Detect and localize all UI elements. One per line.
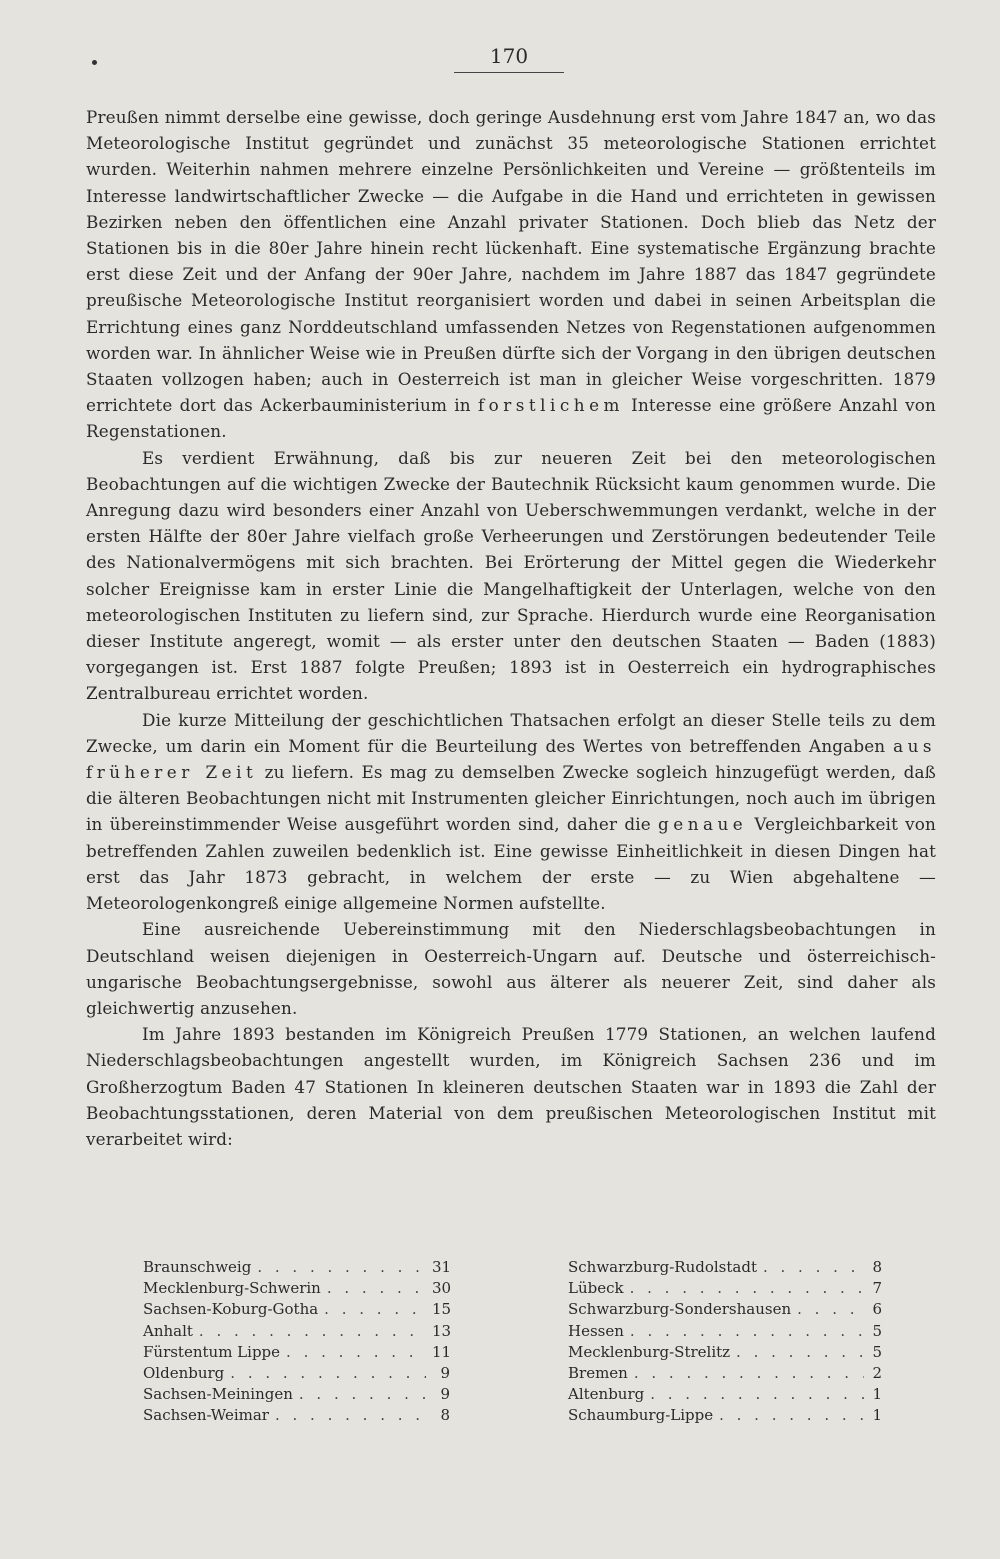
text-segment: Im Jahre 1893 bestanden im Königreich Preußen 1779 Stationen, an welchen laufend Niederschlagsbeobachtungen angestellt wurden, im Königreich Sachsen 236 und im Großherzogtum Baden 47 Stationen In kleineren deutschen Staaten war in 1893 die Zahl der Beobachtungsstationen, deren Material von dem preußischen Meteorologischen Institut mit verarbeitet wird: [86, 1024, 936, 1149]
station-name: Bremen [568, 1364, 628, 1383]
station-row [143, 1257, 450, 1278]
station-count: 9 [440, 1385, 450, 1404]
station-count: 31 [432, 1258, 452, 1276]
dot-leader [299, 1384, 426, 1405]
station-name: Anhalt [143, 1321, 193, 1340]
paragraph [86, 1021, 936, 1152]
paragraph [86, 916, 936, 1021]
dot-leader [797, 1299, 864, 1320]
text-segment: Interesse eine größere Anzahl von Regenstationen. [86, 395, 936, 442]
dot-leader [257, 1257, 426, 1278]
paragraph [86, 707, 936, 917]
station-count: 15 [432, 1300, 452, 1319]
dot-leader [230, 1363, 426, 1384]
emphasized-text: aus früherer Zeit [86, 735, 936, 783]
text-segment: Eine ausreichende Uebereinstimmung mit den Niederschlagsbeobachtungen in Deutschland weisen diejenigen in Oesterreich-Ungarn auf. Deutsche und österreichisch-ungarische Beobachtungsergebnisse, sowohl aus älterer als neuerer Zeit, sind daher als gleichwertig anzusehen. [86, 919, 936, 1018]
station-row [568, 1257, 882, 1278]
station-row [568, 1363, 882, 1384]
station-row [143, 1299, 450, 1320]
station-count: 1 [872, 1385, 882, 1404]
dot-leader [630, 1278, 864, 1299]
page-number: 170 [454, 44, 564, 73]
station-count: 2 [872, 1364, 882, 1383]
station-count: 8 [440, 1406, 450, 1425]
stations-table-left [143, 1257, 450, 1427]
station-row [568, 1299, 882, 1320]
dot-leader [199, 1321, 426, 1342]
emphasized-text: forstlichem [477, 395, 624, 416]
paragraph [86, 104, 936, 445]
dot-leader [275, 1405, 426, 1426]
station-row [143, 1405, 450, 1426]
station-name: Sachsen-Weimar [143, 1406, 269, 1425]
station-row [143, 1342, 450, 1363]
station-name: Oldenburg [143, 1364, 225, 1383]
stations-table-right [568, 1257, 882, 1427]
station-name: Fürstentum Lippe [143, 1342, 281, 1361]
text-segment: zu liefern. Es mag zu demselben Zwecke sogleich hinzugefügt werden, daß die älteren Beobachtungen nicht mit Instrumenten gleicher Einrichtungen, noch auch im übrigen in übereinstimmender Weise ausgeführt worden sind, daher die [86, 762, 936, 835]
dot-leader [324, 1299, 426, 1320]
dot-leader [630, 1321, 864, 1342]
dot-leader [719, 1405, 864, 1426]
dot-leader [327, 1278, 426, 1299]
station-count: 11 [432, 1342, 452, 1361]
station-row [568, 1321, 882, 1342]
station-name: Schwarzburg-Rudolstadt [568, 1258, 757, 1276]
dot-leader [286, 1342, 426, 1363]
station-count: 9 [440, 1364, 450, 1383]
text-segment: Preußen nimmt derselbe eine gewisse, doch geringe Ausdehnung erst vom Jahre 1847 an, wo das Meteorologische Institut gegründet und zunächst 35 meteorologische Stationen errichtet wurden. Weiterhin nahmen mehrere einzelne Persönlichkeiten und Vereine — größtenteils im Interesse landwirtschaftlicher Zwecke — die Aufgabe in die Hand und errichteten in gewissen Bezirken neben den öffentlichen eine Anzahl privater Stationen. Doch blieb das Netz der Stationen bis in die 80er Jahre hinein recht lückenhaft. Eine systematische Ergänzung brachte erst diese Zeit und der Anfang der 90er Jahre, nachdem im Jahre 1887 das 1847 gegründete preußische Meteorologische Institut reorganisiert worden und dabei in seinen Arbeitsplan die Errichtung eines ganz Norddeutschland umfassenden Netzes von Regenstationen aufgenommen worden war. In ähnlicher Weise wie in Preußen dürfte sich der Vorgang in den übrigen deutschen Staaten vollzogen haben; auch in Oesterreich ist man in gleicher Weise vorgeschritten. 1879 errichtete dort das Ackerbauministerium in [86, 107, 936, 416]
station-name: Sachsen-Koburg-Gotha [143, 1300, 319, 1319]
station-name: Altenburg [568, 1385, 645, 1404]
text-segment: Es verdient Erwähnung, daß bis zur neueren Zeit bei den meteorologischen Beobachtungen auf die wichtigen Zwecke der Bautechnik Rücksicht kaum genommen wurde. Die Anregung dazu wird besonders einer Anzahl von Ueberschwemmungen verdankt, welche in der ersten Hälfte der 80er Jahre vielfach große Verheerungen und Zerstörungen bedeutender Teile des Nationalvermögens mit sich brachten. Bei Erörterung der Mittel gegen die Wiederkehr solcher Ereignisse kam in erster Linie die Mangelhaftigkeit der Unterlagen, welche von den meteorologischen Instituten zu liefern sind, zur Sprache. Hierdurch wurde eine Reorganisation dieser Institute angeregt, womit — als erster unter den deutschen Staaten — Baden (1883) vorgegangen ist. Erst 1887 folgte Preußen; 1893 ist in Oesterreich ein hydrographisches Zentralbureau errichtet worden. [86, 447, 936, 704]
page-mark-dot [92, 60, 97, 65]
station-count: 30 [432, 1279, 452, 1298]
station-count: 7 [872, 1279, 882, 1298]
text-segment: Vergleichbarkeit von betreffenden Zahlen zuweilen bedenklich ist. Eine gewisse Einheitlichkeit in diesen Dingen hat erst das Jahr 1873 gebracht, in welchem der erste — zu Wien abgehaltene — Meteorologenkongreß einige allgemeine Normen aufstellte. [86, 814, 936, 914]
station-row [568, 1278, 882, 1299]
station-row [143, 1278, 450, 1299]
body-text [86, 104, 936, 1152]
text-segment: Die kurze Mitteilung der geschichtlichen Thatsachen erfolgt an dieser Stelle teils zu dem Zwecke, um darin ein Moment für die Beurteilung des Wertes von betreffenden Angaben [86, 709, 936, 756]
station-row [143, 1384, 450, 1405]
station-row [143, 1321, 450, 1342]
dot-leader [634, 1363, 864, 1384]
station-row [568, 1405, 882, 1426]
emphasized-text: genaue [658, 814, 748, 835]
station-count: 5 [872, 1342, 882, 1361]
station-count: 8 [872, 1258, 882, 1276]
station-name: Mecklenburg-Strelitz [568, 1342, 731, 1361]
station-name: Sachsen-Meiningen [143, 1385, 293, 1404]
dot-leader [650, 1384, 864, 1405]
station-name: Schaumburg-Lippe [568, 1406, 714, 1425]
dot-leader [736, 1342, 864, 1363]
station-row [568, 1384, 882, 1405]
dot-leader [763, 1257, 864, 1278]
station-name: Lübeck [568, 1279, 624, 1298]
station-name: Hessen [568, 1321, 624, 1340]
station-count: 6 [872, 1300, 882, 1319]
station-name: Braunschweig [143, 1258, 252, 1276]
station-row [568, 1342, 882, 1363]
station-row [143, 1363, 450, 1384]
station-count: 5 [872, 1321, 882, 1340]
station-count: 1 [872, 1406, 882, 1425]
station-name: Schwarzburg-Sondershausen [568, 1300, 792, 1319]
station-name: Mecklenburg-Schwerin [143, 1279, 321, 1298]
station-count: 13 [432, 1321, 452, 1340]
paragraph [86, 445, 936, 707]
